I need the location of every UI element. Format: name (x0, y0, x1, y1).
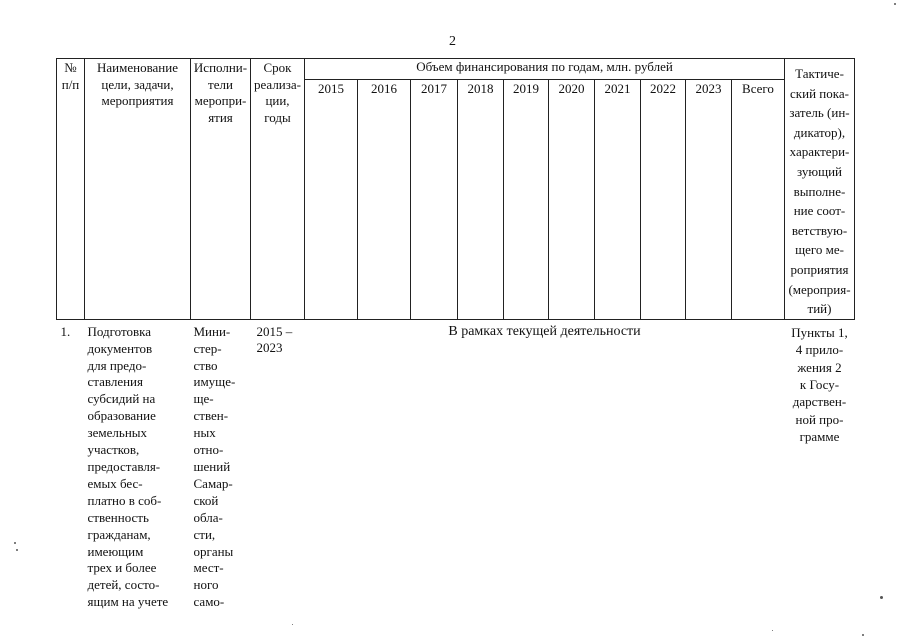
row-name: Подготовка документов для предо- ставления субсидий на образование земельных участков, предоставля- емых бес- платно в соб- ственность гражданам, имеющим трех и более детей, состо- ящим на учете (87, 323, 169, 610)
year-2018: 2018 (458, 79, 504, 319)
scan-speck (862, 634, 864, 636)
row-indicator: Пункты 1, 4 прило- жения 2 к Госу- дарствен- ной про- грамме (791, 324, 848, 445)
year-2022: 2022 (641, 79, 686, 319)
year-2020: 2020 (549, 79, 595, 319)
year-2019: 2019 (504, 79, 549, 319)
year-2017: 2017 (411, 79, 458, 319)
scan-speck (292, 624, 293, 625)
year-2015: 2015 (305, 79, 358, 319)
header-executors: Исполни- тели меропри- ятия (191, 59, 251, 320)
header-funding: Объем финансирования по годам, млн. рублей (305, 59, 785, 80)
header-row-1 (57, 59, 855, 80)
header-name: Наименование цели, задачи, мероприятия (85, 59, 191, 320)
scan-speck (14, 542, 16, 544)
header-indicator: Тактиче- ский пока- затель (ин- дикатор), характери- зующий выполне- ние соот- ветствую- щего ме- роприятия (мероприя- тий) (785, 59, 855, 320)
table-row (57, 319, 855, 611)
scan-speck (16, 549, 18, 551)
year-2023: 2023 (686, 79, 732, 319)
year-2016: 2016 (358, 79, 411, 319)
page-number: 2 (449, 34, 456, 49)
row-executors: Мини- стер- ство имуще- ще- ствен- ных отно- шений Самар- ской обла- сти, органы мест- ного само- (193, 323, 236, 610)
scan-speck (880, 596, 883, 599)
year-2021: 2021 (595, 79, 641, 319)
row-term: 2015 – 2023 (256, 323, 293, 356)
row-number: 1. (60, 323, 71, 339)
scan-speck (772, 630, 773, 631)
year-total: Всего (732, 79, 785, 319)
header-number: № п/п (57, 59, 85, 320)
row-funding: В рамках текущей деятельности (448, 323, 641, 339)
scan-speck (894, 3, 896, 5)
header-term: Срок реализа- ции, годы (251, 59, 305, 320)
program-table (56, 58, 855, 611)
